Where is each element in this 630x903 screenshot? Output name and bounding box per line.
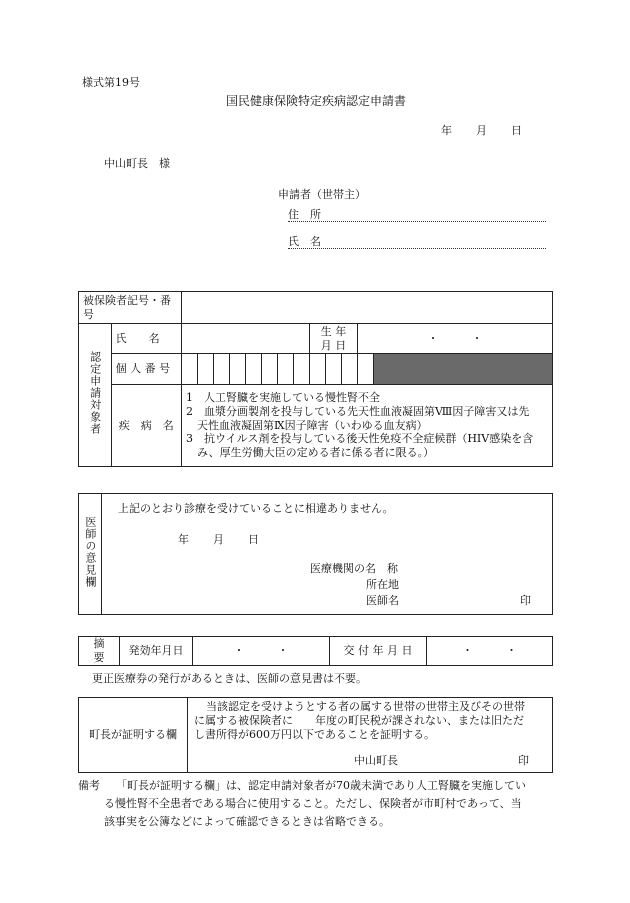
form-number: 様式第19号 [82, 76, 140, 89]
personal-number-digit[interactable] [326, 354, 342, 385]
doctor-opinion-label: 医師の意見欄 [79, 494, 102, 615]
target-person-table [78, 291, 553, 467]
name-label: 氏 名 [111, 324, 181, 354]
doctor-date-day: 日 [248, 533, 259, 546]
disease-line: 1 人工腎臓を実施している慢性腎不全 [186, 391, 380, 405]
addressee: 中山町長 様 [104, 157, 170, 170]
applicant-address-field[interactable] [288, 208, 546, 222]
disease-list [182, 385, 553, 467]
header-date [441, 124, 522, 137]
mayor-label: 町長が証明する欄 [79, 698, 188, 773]
doctor-date-year: 年 [178, 533, 189, 546]
shaded-area [374, 354, 553, 385]
personal-number-digit[interactable] [262, 354, 278, 385]
doctor-opinion-table [78, 493, 553, 615]
disease-line: 2 血漿分画製剤を投与している先天性血液凝固第Ⅷ因子障害又は先 [186, 404, 530, 418]
disease-line: 天性血液凝固第Ⅸ因子障害（いわゆる血友病） [186, 418, 428, 432]
mayor-certification-table [78, 697, 553, 773]
remarks-line: 「町長が証明する欄」は、認定申請対象者が70歳未満であり人工腎臓を実施してい [116, 779, 526, 792]
institution-label: 医療機関の名 称 [310, 562, 398, 575]
doctor-seal: 印 [520, 594, 531, 607]
date-month: 月 [476, 124, 487, 137]
address-label: 住 所 [288, 208, 321, 221]
doctor-opinion-field[interactable] [102, 494, 553, 615]
personal-number-digit[interactable] [198, 354, 214, 385]
personal-number-digit[interactable] [310, 354, 326, 385]
insured-number-field[interactable] [182, 292, 553, 324]
effective-date-label: 発効年月日 [120, 637, 193, 666]
personal-number-digit[interactable] [342, 354, 358, 385]
applicant-heading: 申請者（世帯主） [278, 188, 366, 201]
name-field[interactable] [182, 324, 310, 354]
summary-table [78, 636, 553, 666]
personal-number-digit[interactable] [246, 354, 262, 385]
personal-number-label: 個 人 番 号 [111, 354, 181, 385]
personal-number-digit[interactable] [182, 354, 198, 385]
issue-date-label: 交 付 年 月 日 [330, 637, 427, 666]
location-label: 所在地 [366, 578, 399, 591]
remarks-line: 該事実を公簿などによって確認できるときは省略できる。 [104, 815, 390, 828]
issue-date-field[interactable]: ・ ・ [427, 637, 553, 666]
mayor-line: に属する被保険者に 年度の町民税が課されない、または旧ただ [194, 713, 524, 727]
doctor-name-label: 医師名 [366, 594, 399, 607]
renewal-note: 更正医療券の発行があるときは、医師の意見書は不要。 [92, 672, 367, 685]
remarks-label: 備考 [78, 779, 100, 792]
birth-date-label: 生 年 月 日 [310, 324, 358, 354]
summary-label: 摘 要 [79, 637, 120, 666]
personal-number-digit[interactable] [214, 354, 230, 385]
remarks-line: る慢性腎不全患者である場合に使用すること。ただし、保険者が市町村であって、当 [104, 797, 522, 810]
applicant-name-field[interactable] [288, 235, 546, 249]
disease-label: 疾 病 名 [111, 385, 181, 467]
mayor-line: 当該認定を受けようとする者の属する世帯の世帯主及びその世帯 [206, 700, 525, 713]
personal-number-digit[interactable] [358, 354, 374, 385]
mayor-line: し書所得が600万円以下であることを証明する。 [194, 727, 435, 741]
personal-number-digit[interactable] [278, 354, 294, 385]
mayor-certification-field[interactable] [188, 698, 553, 773]
doctor-date-month: 月 [213, 533, 224, 546]
target-person-label: 認定申請対象者 [79, 324, 112, 467]
mayor-seal: 印 [518, 754, 529, 767]
mayor-signer: 中山町長 [354, 754, 398, 767]
personal-number-digit[interactable] [230, 354, 246, 385]
effective-date-field[interactable]: ・ ・ [193, 637, 330, 666]
insured-number-label: 被保険者記号・番号 [79, 292, 182, 324]
date-day: 日 [511, 124, 522, 137]
birth-date-field[interactable]: ・ ・ [358, 324, 553, 354]
doctor-date [178, 533, 259, 546]
disease-line: み、厚生労働大臣の定める者に係る者に限る。） [186, 446, 435, 460]
form-title: 国民健康保険特定疾病認定申請書 [226, 94, 407, 108]
doctor-statement: 上記のとおり診療を受けていることに相違ありません。 [118, 502, 394, 515]
applicant-name-label: 氏 名 [288, 235, 321, 248]
personal-number-digit[interactable] [294, 354, 310, 385]
disease-line: 3 抗ウイルス剤を投与している後天性免疫不全症候群（HIV感染を含 [186, 432, 534, 446]
date-year: 年 [441, 124, 452, 137]
